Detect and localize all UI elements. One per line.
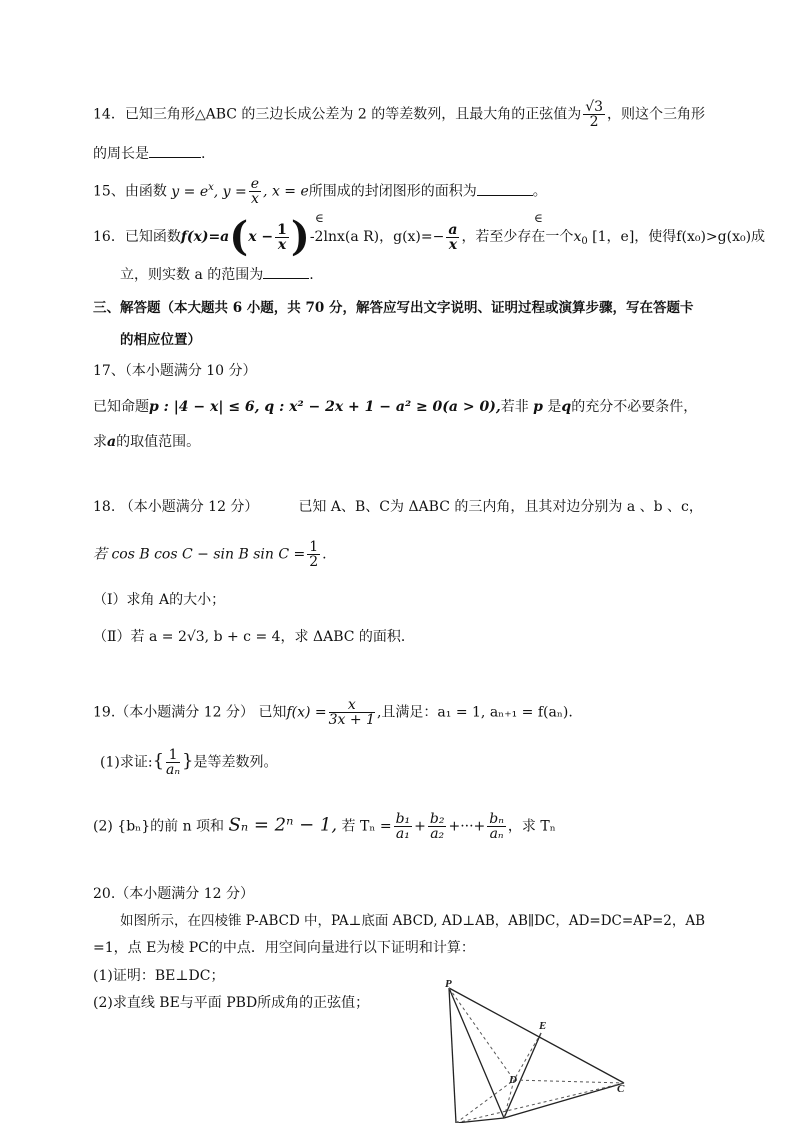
q16-g-num: a: [448, 221, 458, 238]
q17-text-c: 是: [547, 399, 562, 415]
q17-text-f: 的取值范围。: [116, 434, 201, 450]
q17-a: a: [107, 434, 117, 450]
q17-text-d: 的充分不必要条件，: [571, 399, 698, 415]
q14-text-a: 14．已知三角形△ABC 的三边长成公差为 2 的等差数列，且最大角的正弦值为: [93, 106, 582, 123]
q18-part2: [93, 627, 415, 647]
q18-line2: [93, 540, 327, 569]
q19-part2: (2) {bₙ}的前 n 项和 Sₙ = 2ⁿ − 1, 若 Tₙ = $\frac{\text{b₁}}{\text{a₁}}$ + $\frac{\text{b₂}}{\text{a₂}}$ +···+ $\frac{\text{bₙ}}{\text{aₙ}}$ ，求 Tₙ: [93, 811, 556, 842]
q19-lbrace: {: [152, 750, 165, 772]
q15-fraction: [249, 177, 261, 206]
q19-part1-a: (1)求证:: [100, 754, 153, 771]
q19-line1: [93, 698, 573, 727]
q16-rparen: ): [290, 213, 310, 260]
q16-g-den: x: [448, 236, 458, 253]
edge-AC: [456, 1083, 624, 1123]
q19-t2-den: a₂: [430, 826, 445, 842]
q20-line2: [93, 938, 475, 958]
q17-line1: [93, 397, 697, 417]
q19-text-a: 已知: [258, 704, 287, 721]
q20-head: [93, 884, 254, 904]
q15-expr1-text: y = e: [171, 183, 209, 200]
q16-lparen: (: [229, 213, 249, 260]
edge-ED: [514, 1033, 541, 1080]
q15-line: [93, 177, 547, 206]
q18-text-3: .: [322, 546, 327, 563]
q20-head-text: 20.（本小题满分 12 分）: [93, 886, 254, 902]
label-C: C: [617, 1083, 625, 1095]
q16-text-e: f(x₀)>g(x₀)成: [676, 229, 766, 245]
q15-text-c: 。: [532, 183, 547, 200]
q16-fdef: f(x)=a: [180, 229, 230, 245]
label-E: E: [539, 1020, 547, 1032]
q15-exp: x: [208, 181, 214, 193]
q14-frac-den: 2: [589, 114, 599, 130]
q14-line2: 的周长是 .: [93, 143, 205, 164]
q20-text-1: 如图所示，在四棱锥 P-ABCD 中，PA⊥底面 ABCD, AD⊥AB，AB∥DC，AD=DC=AP=2，AB: [120, 913, 706, 929]
q18-head: 18. （本小题满分 12 分）: [93, 499, 259, 515]
q19-part2-a: (2) {bₙ}的前 n 项和: [93, 818, 225, 835]
q17-text-a: 已知命题: [93, 399, 149, 415]
q15-expr3: , x = e: [263, 183, 309, 200]
q20-part2-text: (2)求直线 BE与平面 PBD所成角的正弦值；: [93, 995, 370, 1011]
q19-sn: Sₙ = 2ⁿ − 1,: [228, 814, 338, 836]
section3-line2: [120, 330, 201, 350]
q16-frac-den: x: [277, 236, 287, 253]
q16-in1: ∈: [315, 211, 324, 225]
label-D: D: [509, 1074, 517, 1086]
q18-line1: [93, 497, 703, 517]
q19-f: f(x) =: [286, 704, 327, 721]
q15-answer-blank: [477, 181, 533, 196]
q20-text-2: =1，点 E为棱 PC的中点．用空间向量进行以下证明和计算：: [93, 940, 475, 956]
q19-part2-c: ，求 Tₙ: [507, 818, 556, 835]
q15-expr2: , y =: [213, 183, 247, 200]
q17-expr: p : |4 − x| ≤ 6, q : x² − 2x + 1 − a² ≥ 0(a > 0),: [149, 399, 501, 415]
q16-x0: x: [573, 229, 582, 245]
q16-answer-blank: [263, 264, 309, 279]
q19-part2-b: 若 Tₙ =: [341, 818, 392, 835]
q14-text-c: 的周长是: [93, 146, 149, 162]
q16-text-b: -2lnx(a R)，g(x)=−: [309, 229, 445, 245]
q16-in2: ∈: [534, 211, 543, 225]
q16-frac-num: 1: [277, 221, 287, 238]
q15-expr1: [171, 181, 247, 200]
edge-BC: [504, 1083, 624, 1118]
q16-line2: 立，则实数 a 的范围为 .: [120, 264, 314, 285]
q16-text-d: [1，e]，使得: [592, 229, 677, 245]
q19-t2: [428, 812, 447, 841]
q14-answer-blank: [149, 143, 201, 158]
q18-part1: [93, 590, 225, 610]
q15-frac-den: x: [250, 191, 259, 207]
section3-text-1: 三、解答题（本大题共 6 小题，共 70 分，解答应写出文字说明、证明过程或演算步骤，写在答题卡: [93, 300, 694, 316]
q19-t1-den: a₁: [395, 826, 410, 842]
q18-frac-num: 1: [309, 539, 319, 555]
q15-frac-num: e: [250, 176, 260, 192]
q17-head-text: 17、（本小题满分 10 分）: [93, 363, 257, 379]
q16-x0-sub: 0: [581, 236, 588, 247]
pyramid-solid-edges: [449, 988, 624, 1123]
q16-text-l2: 立，则实数 a 的范围为: [120, 267, 264, 283]
q18-part1-text: （Ⅰ）求角 A的大小；: [93, 592, 226, 608]
q15-text-b: 所围成的封闭图形的面积为: [308, 183, 477, 200]
q16-inner: x −: [248, 229, 274, 245]
q20-line1: [120, 911, 705, 931]
q18-text-1: 已知 A、B、C为 ΔABC 的三内角，且其对边分别为 a 、b 、c，: [298, 499, 703, 515]
edge-AB: [456, 1118, 504, 1123]
q17-text-b: 若非: [500, 399, 529, 415]
q19-frac-num: x: [329, 698, 375, 713]
label-P: P: [445, 978, 452, 990]
q20-part1: [93, 966, 224, 986]
q19-t1: [394, 812, 413, 841]
q17-line2: [93, 432, 200, 452]
q14-fraction: [583, 100, 605, 129]
q15-text-a: 15、由函数: [93, 183, 167, 200]
q19-rbrace: }: [182, 750, 194, 772]
q19-fraction: [329, 698, 375, 727]
q19-part1-b: 是等差数列。: [193, 754, 278, 771]
q17-head: [93, 361, 257, 381]
q19-tn-den: aₙ: [489, 826, 504, 842]
q19-p1-den: aₙ: [166, 762, 181, 778]
q14-frac-num: √3: [585, 99, 604, 115]
q18-text-2: 若 cos B cos C − sin B sin C =: [93, 546, 306, 563]
q19-p1-num: 1: [166, 748, 180, 763]
edge-PB: [449, 988, 504, 1118]
q17-p: p: [533, 399, 543, 415]
q19-p1-fraction: [166, 748, 180, 777]
q14-text-b: ，则这个三角形: [607, 106, 706, 123]
q19-frac-den: 3x + 1: [328, 712, 375, 728]
section3-line1: [93, 298, 693, 318]
q14-line1: [93, 100, 705, 129]
q20-part2: [93, 993, 369, 1013]
pyramid-figure: [436, 975, 636, 1123]
edge-PA: [449, 988, 456, 1123]
q17-q: q: [561, 399, 572, 415]
q16-g-fraction: [446, 223, 459, 252]
q18-frac-den: 2: [309, 554, 319, 570]
q16-line1: [93, 213, 766, 260]
section3-text-2: 的相应位置）: [120, 332, 201, 348]
q19-part1: [100, 748, 278, 777]
q20-part1-text: (1)证明：BE⊥DC；: [93, 968, 225, 984]
q19-tn: [487, 812, 506, 841]
edge-PC: [449, 988, 624, 1083]
q16-fraction: [275, 223, 289, 252]
q17-text-e: 求: [93, 434, 107, 450]
q19-t2-num: b₂: [429, 811, 445, 827]
q19-dots: +···+: [448, 818, 486, 835]
q19-head: 19.（本小题满分 12 分）: [93, 704, 254, 721]
q16-text-c: ，若至少存在一个: [461, 229, 574, 245]
q18-fraction: [307, 540, 320, 569]
q19-text-b: ,且满足：a₁ = 1, aₙ₊₁ = f(aₙ).: [376, 704, 573, 721]
q18-part2-text: （Ⅱ）若 a = 2√3, b + c = 4，求 ΔABC 的面积．: [93, 629, 415, 645]
edge-DC: [514, 1080, 624, 1083]
pyramid-hidden-edges: [449, 988, 624, 1123]
q16-text-a: 16．已知函数: [93, 229, 181, 245]
q19-t1-num: b₁: [395, 811, 411, 827]
q19-tn-num: bₙ: [489, 811, 504, 827]
